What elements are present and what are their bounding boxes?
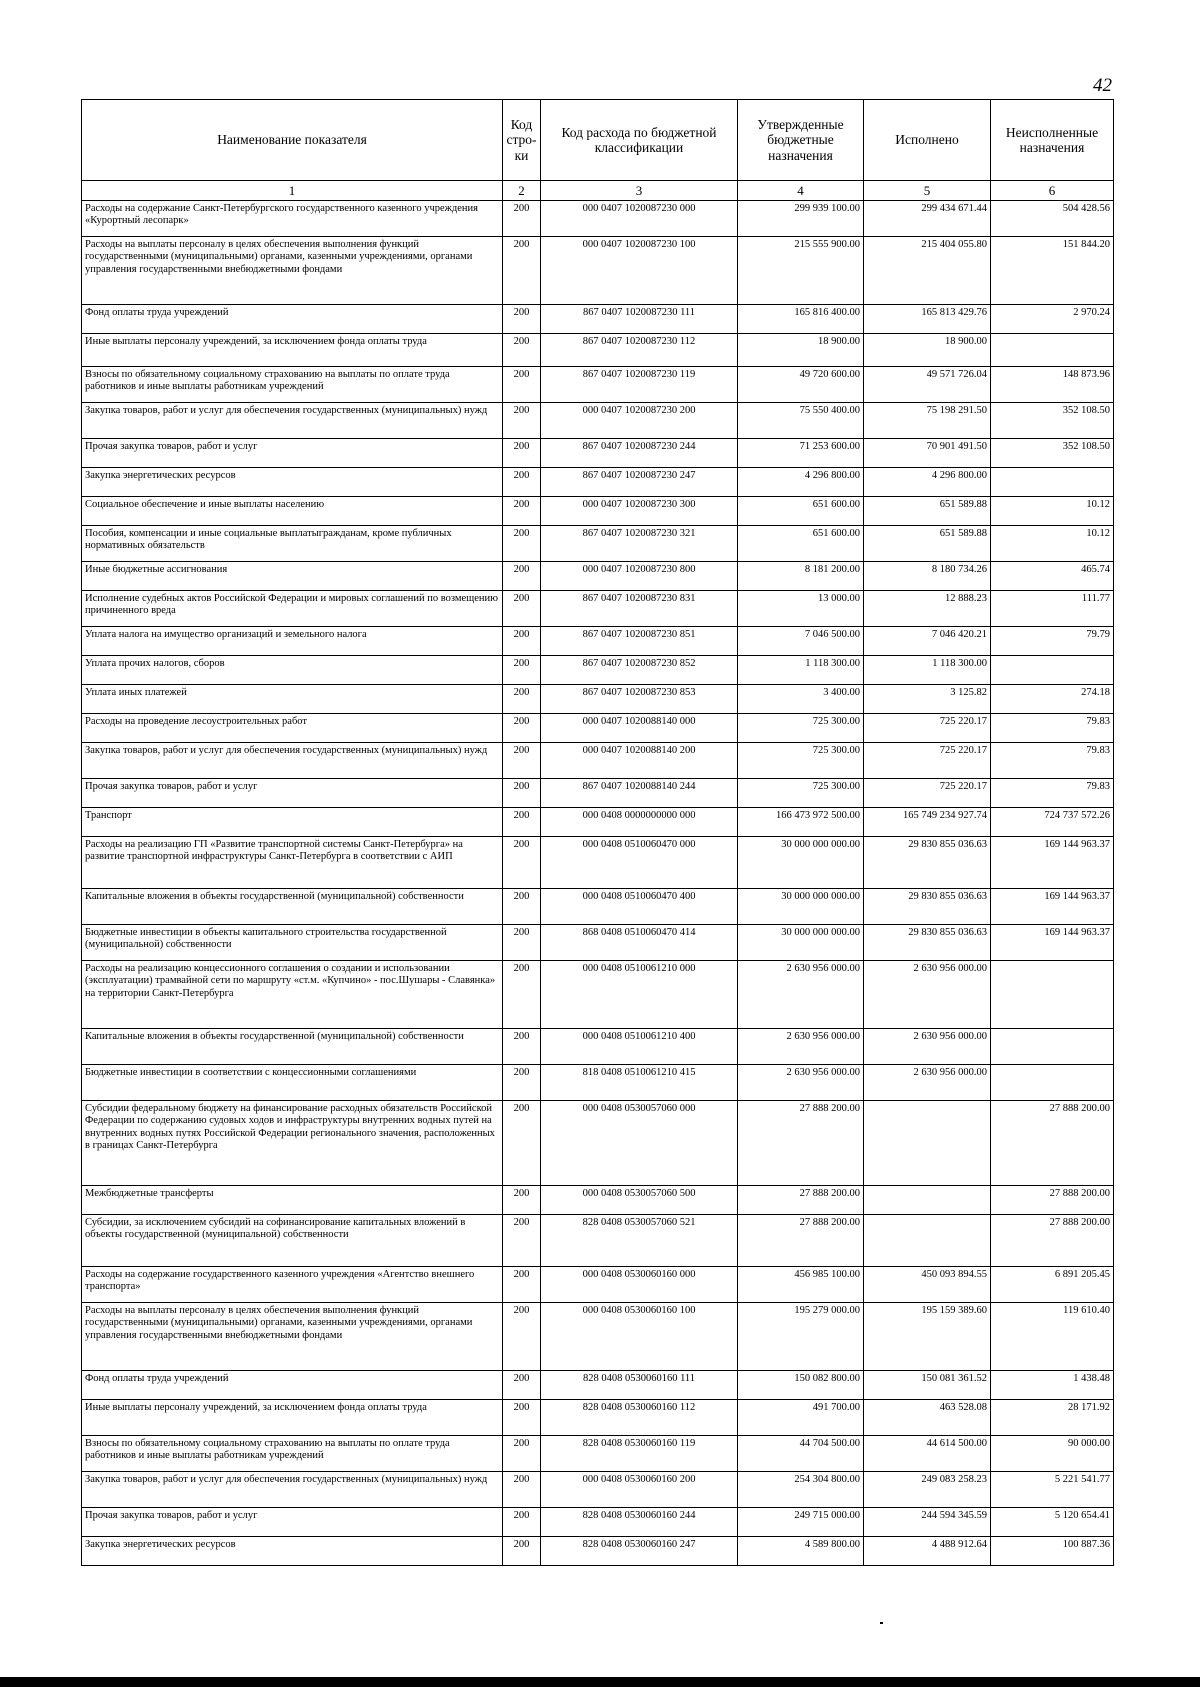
- row-indicator-name: Фонд оплаты труда учреждений: [82, 1371, 503, 1400]
- row-approved-amount: 165 816 400.00: [738, 305, 864, 334]
- row-indicator-name: Закупка товаров, работ и услуг для обеспечения государственных (муниципальных) нужд: [82, 743, 503, 779]
- row-approved-amount: 30 000 000 000.00: [738, 889, 864, 925]
- table-row: [82, 1186, 1114, 1215]
- row-executed-amount: 165 749 234 927.74: [864, 808, 991, 837]
- row-remaining-amount: 504 428.56: [991, 201, 1114, 237]
- row-remaining-amount: 90 000.00: [991, 1436, 1114, 1472]
- row-remaining-amount: 352 108.50: [991, 439, 1114, 468]
- table-row: [82, 237, 1114, 305]
- row-indicator-name: Уплата налога на имущество организаций и земельного налога: [82, 627, 503, 656]
- row-line-code: 200: [503, 367, 541, 403]
- row-line-code: 200: [503, 961, 541, 1029]
- row-classification-code: 000 0407 1020088140 000: [541, 714, 738, 743]
- row-remaining-amount: 79.83: [991, 779, 1114, 808]
- row-line-code: 200: [503, 1029, 541, 1065]
- row-classification-code: 867 0407 1020087230 111: [541, 305, 738, 334]
- table-row: [82, 468, 1114, 497]
- row-indicator-name: Исполнение судебных актов Российской Федерации и мировых соглашений по возмещению причиненного вреда: [82, 591, 503, 627]
- row-line-code: 200: [503, 808, 541, 837]
- row-approved-amount: 254 304 800.00: [738, 1472, 864, 1508]
- row-remaining-amount: 1 438.48: [991, 1371, 1114, 1400]
- header-remaining: Неисполненные назначения: [991, 100, 1114, 181]
- row-line-code: 200: [503, 1101, 541, 1186]
- row-classification-code: 000 0408 0510061210 400: [541, 1029, 738, 1065]
- row-executed-amount: 29 830 855 036.63: [864, 889, 991, 925]
- row-approved-amount: 4 589 800.00: [738, 1537, 864, 1566]
- row-remaining-amount: 27 888 200.00: [991, 1101, 1114, 1186]
- row-approved-amount: 651 600.00: [738, 526, 864, 562]
- row-executed-amount: 7 046 420.21: [864, 627, 991, 656]
- budget-execution-table: [81, 99, 1114, 1566]
- row-remaining-amount: 274.18: [991, 685, 1114, 714]
- row-executed-amount: 70 901 491.50: [864, 439, 991, 468]
- row-remaining-amount: 148 873.96: [991, 367, 1114, 403]
- table-row: [82, 1436, 1114, 1472]
- row-executed-amount: 4 488 912.64: [864, 1537, 991, 1566]
- row-indicator-name: Иные бюджетные ассигнования: [82, 562, 503, 591]
- row-approved-amount: 2 630 956 000.00: [738, 961, 864, 1029]
- row-approved-amount: 71 253 600.00: [738, 439, 864, 468]
- row-remaining-amount: 151 844.20: [991, 237, 1114, 305]
- table-row: [82, 497, 1114, 526]
- row-executed-amount: 215 404 055.80: [864, 237, 991, 305]
- row-line-code: 200: [503, 1303, 541, 1371]
- table-row: [82, 1029, 1114, 1065]
- row-classification-code: 000 0408 0510060470 000: [541, 837, 738, 889]
- row-executed-amount: 450 093 894.55: [864, 1267, 991, 1303]
- row-approved-amount: 2 630 956 000.00: [738, 1029, 864, 1065]
- row-remaining-amount: 352 108.50: [991, 403, 1114, 439]
- row-classification-code: 818 0408 0510061210 415: [541, 1065, 738, 1101]
- row-indicator-name: Социальное обеспечение и иные выплаты населению: [82, 497, 503, 526]
- row-classification-code: 828 0408 0530057060 521: [541, 1215, 738, 1267]
- row-approved-amount: 75 550 400.00: [738, 403, 864, 439]
- row-classification-code: 000 0407 1020087230 800: [541, 562, 738, 591]
- table-row: [82, 403, 1114, 439]
- row-remaining-amount: 2 970.24: [991, 305, 1114, 334]
- row-remaining-amount: [991, 1065, 1114, 1101]
- row-line-code: 200: [503, 743, 541, 779]
- table-row: [82, 1065, 1114, 1101]
- row-approved-amount: 13 000.00: [738, 591, 864, 627]
- row-classification-code: 000 0408 0530057060 500: [541, 1186, 738, 1215]
- row-indicator-name: Субсидии федеральному бюджету на финансирование расходных обязательств Российской Федерации по содержанию судовых ходов и инфраструктуры внутренних водных путей на внутренних водных путях Российской Федерации регионального значения, расположенных в границах Санкт-Петербурга: [82, 1101, 503, 1186]
- row-approved-amount: 30 000 000 000.00: [738, 925, 864, 961]
- row-line-code: 200: [503, 439, 541, 468]
- column-number-row: [82, 181, 1114, 201]
- row-indicator-name: Расходы на выплаты персоналу в целях обеспечения выполнения функций государственными (муниципальными) органами, казенными учреждениями, органами управления государственными внебюджетными фондами: [82, 237, 503, 305]
- row-indicator-name: Расходы на проведение лесоустроительных работ: [82, 714, 503, 743]
- row-approved-amount: 2 630 956 000.00: [738, 1065, 864, 1101]
- row-remaining-amount: 5 221 541.77: [991, 1472, 1114, 1508]
- row-approved-amount: 27 888 200.00: [738, 1215, 864, 1267]
- row-line-code: 200: [503, 656, 541, 685]
- row-executed-amount: 4 296 800.00: [864, 468, 991, 497]
- row-approved-amount: 725 300.00: [738, 779, 864, 808]
- row-line-code: 200: [503, 1065, 541, 1101]
- row-indicator-name: Субсидии, за исключением субсидий на софинансирование капитальных вложений в объекты государственной (муниципальной) собственности: [82, 1215, 503, 1267]
- row-executed-amount: 44 614 500.00: [864, 1436, 991, 1472]
- row-executed-amount: 49 571 726.04: [864, 367, 991, 403]
- row-remaining-amount: 169 144 963.37: [991, 925, 1114, 961]
- row-approved-amount: 215 555 900.00: [738, 237, 864, 305]
- row-classification-code: 867 0407 1020087230 321: [541, 526, 738, 562]
- row-line-code: 200: [503, 305, 541, 334]
- row-classification-code: 828 0408 0530060160 119: [541, 1436, 738, 1472]
- row-executed-amount: 2 630 956 000.00: [864, 1029, 991, 1065]
- table-row: [82, 1472, 1114, 1508]
- row-line-code: 200: [503, 1215, 541, 1267]
- row-line-code: 200: [503, 526, 541, 562]
- row-approved-amount: 18 900.00: [738, 334, 864, 367]
- table-row: [82, 305, 1114, 334]
- row-classification-code: 867 0407 1020088140 244: [541, 779, 738, 808]
- row-executed-amount: [864, 1186, 991, 1215]
- column-number: 1: [82, 181, 503, 201]
- row-indicator-name: Закупка энергетических ресурсов: [82, 468, 503, 497]
- row-line-code: 200: [503, 591, 541, 627]
- row-classification-code: 867 0407 1020087230 112: [541, 334, 738, 367]
- table-row: [82, 889, 1114, 925]
- row-line-code: 200: [503, 468, 541, 497]
- table-row: [82, 439, 1114, 468]
- row-indicator-name: Уплата иных платежей: [82, 685, 503, 714]
- row-indicator-name: Взносы по обязательному социальному страхованию на выплаты по оплате труда работников и иные выплаты работникам учреждений: [82, 367, 503, 403]
- row-classification-code: 000 0407 1020087230 100: [541, 237, 738, 305]
- row-remaining-amount: 79.79: [991, 627, 1114, 656]
- row-approved-amount: 195 279 000.00: [738, 1303, 864, 1371]
- row-executed-amount: 29 830 855 036.63: [864, 837, 991, 889]
- row-indicator-name: Уплата прочих налогов, сборов: [82, 656, 503, 685]
- row-executed-amount: [864, 1101, 991, 1186]
- row-classification-code: 000 0408 0530057060 000: [541, 1101, 738, 1186]
- row-indicator-name: Закупка энергетических ресурсов: [82, 1537, 503, 1566]
- row-executed-amount: 725 220.17: [864, 779, 991, 808]
- page-number: 42: [1093, 75, 1112, 96]
- table-row: [82, 1101, 1114, 1186]
- row-line-code: 200: [503, 714, 541, 743]
- row-executed-amount: 2 630 956 000.00: [864, 1065, 991, 1101]
- row-classification-code: 000 0407 1020087230 000: [541, 201, 738, 237]
- row-indicator-name: Капитальные вложения в объекты государственной (муниципальной) собственности: [82, 889, 503, 925]
- row-classification-code: 867 0407 1020087230 119: [541, 367, 738, 403]
- row-approved-amount: 27 888 200.00: [738, 1101, 864, 1186]
- table-row: [82, 562, 1114, 591]
- row-classification-code: 828 0408 0530060160 247: [541, 1537, 738, 1566]
- row-classification-code: 867 0407 1020087230 851: [541, 627, 738, 656]
- row-executed-amount: 3 125.82: [864, 685, 991, 714]
- row-classification-code: 000 0407 1020087230 200: [541, 403, 738, 439]
- row-approved-amount: 30 000 000 000.00: [738, 837, 864, 889]
- row-classification-code: 867 0407 1020087230 831: [541, 591, 738, 627]
- row-remaining-amount: 10.12: [991, 497, 1114, 526]
- row-approved-amount: 7 046 500.00: [738, 627, 864, 656]
- row-line-code: 200: [503, 562, 541, 591]
- row-executed-amount: 249 083 258.23: [864, 1472, 991, 1508]
- row-approved-amount: 44 704 500.00: [738, 1436, 864, 1472]
- row-remaining-amount: 79.83: [991, 743, 1114, 779]
- row-line-code: 200: [503, 1267, 541, 1303]
- row-executed-amount: 165 813 429.76: [864, 305, 991, 334]
- row-executed-amount: 299 434 671.44: [864, 201, 991, 237]
- scan-speck: [880, 1622, 883, 1624]
- row-line-code: 200: [503, 403, 541, 439]
- row-remaining-amount: 79.83: [991, 714, 1114, 743]
- row-executed-amount: 2 630 956 000.00: [864, 961, 991, 1029]
- row-line-code: 200: [503, 201, 541, 237]
- row-executed-amount: 75 198 291.50: [864, 403, 991, 439]
- row-executed-amount: 725 220.17: [864, 743, 991, 779]
- row-executed-amount: 651 589.88: [864, 526, 991, 562]
- table-row: [82, 656, 1114, 685]
- row-executed-amount: 651 589.88: [864, 497, 991, 526]
- row-indicator-name: Прочая закупка товаров, работ и услуг: [82, 779, 503, 808]
- row-line-code: 200: [503, 237, 541, 305]
- row-line-code: 200: [503, 779, 541, 808]
- row-line-code: 200: [503, 1508, 541, 1537]
- column-number: 5: [864, 181, 991, 201]
- row-line-code: 200: [503, 685, 541, 714]
- row-remaining-amount: [991, 961, 1114, 1029]
- row-approved-amount: 8 181 200.00: [738, 562, 864, 591]
- table-row: [82, 627, 1114, 656]
- row-indicator-name: Расходы на содержание Санкт-Петербургского государственного казенного учреждения «Курортный лесопарк»: [82, 201, 503, 237]
- table-row: [82, 334, 1114, 367]
- table-body: [82, 201, 1114, 1566]
- row-approved-amount: 166 473 972 500.00: [738, 808, 864, 837]
- row-indicator-name: Взносы по обязательному социальному страхованию на выплаты по оплате труда работников и иные выплаты работникам учреждений: [82, 1436, 503, 1472]
- row-line-code: 200: [503, 837, 541, 889]
- row-indicator-name: Фонд оплаты труда учреждений: [82, 305, 503, 334]
- row-remaining-amount: 27 888 200.00: [991, 1186, 1114, 1215]
- row-indicator-name: Прочая закупка товаров, работ и услуг: [82, 1508, 503, 1537]
- row-remaining-amount: 169 144 963.37: [991, 837, 1114, 889]
- row-classification-code: 828 0408 0530060160 111: [541, 1371, 738, 1400]
- row-executed-amount: 195 159 389.60: [864, 1303, 991, 1371]
- row-line-code: 200: [503, 1371, 541, 1400]
- header-executed: Исполнено: [864, 100, 991, 181]
- row-classification-code: 000 0408 0530060160 100: [541, 1303, 738, 1371]
- row-classification-code: 828 0408 0530060160 244: [541, 1508, 738, 1537]
- row-line-code: 200: [503, 627, 541, 656]
- row-indicator-name: Бюджетные инвестиции в объекты капитального строительства государственной (муниципальной) собственности: [82, 925, 503, 961]
- column-number: 2: [503, 181, 541, 201]
- row-indicator-name: Межбюджетные трансферты: [82, 1186, 503, 1215]
- row-classification-code: 000 0408 0510060470 400: [541, 889, 738, 925]
- row-executed-amount: 1 118 300.00: [864, 656, 991, 685]
- header-approved: Утвержденные бюджетные назначения: [738, 100, 864, 181]
- column-number: 4: [738, 181, 864, 201]
- row-executed-amount: 18 900.00: [864, 334, 991, 367]
- row-executed-amount: 12 888.23: [864, 591, 991, 627]
- row-executed-amount: [864, 1215, 991, 1267]
- row-executed-amount: 244 594 345.59: [864, 1508, 991, 1537]
- table-row: [82, 1267, 1114, 1303]
- row-remaining-amount: [991, 468, 1114, 497]
- row-remaining-amount: 5 120 654.41: [991, 1508, 1114, 1537]
- row-classification-code: 000 0407 1020088140 200: [541, 743, 738, 779]
- row-line-code: 200: [503, 925, 541, 961]
- row-approved-amount: 725 300.00: [738, 714, 864, 743]
- row-remaining-amount: 10.12: [991, 526, 1114, 562]
- row-indicator-name: Расходы на выплаты персоналу в целях обеспечения выполнения функций государственными (муниципальными) органами, казенными учреждениями, органами управления государственными внебюджетными фондами: [82, 1303, 503, 1371]
- row-classification-code: 000 0408 0530060160 200: [541, 1472, 738, 1508]
- row-indicator-name: Капитальные вложения в объекты государственной (муниципальной) собственности: [82, 1029, 503, 1065]
- table-row: [82, 1400, 1114, 1436]
- row-remaining-amount: 169 144 963.37: [991, 889, 1114, 925]
- row-remaining-amount: 724 737 572.26: [991, 808, 1114, 837]
- row-classification-code: 867 0407 1020087230 244: [541, 439, 738, 468]
- row-line-code: 200: [503, 1186, 541, 1215]
- row-line-code: 200: [503, 889, 541, 925]
- column-number: 3: [541, 181, 738, 201]
- row-indicator-name: Иные выплаты персоналу учреждений, за исключением фонда оплаты труда: [82, 1400, 503, 1436]
- table-row: [82, 1508, 1114, 1537]
- table-row: [82, 779, 1114, 808]
- row-remaining-amount: 100 887.36: [991, 1537, 1114, 1566]
- row-line-code: 200: [503, 1537, 541, 1566]
- row-executed-amount: 150 081 361.52: [864, 1371, 991, 1400]
- table-row: [82, 808, 1114, 837]
- row-approved-amount: 1 118 300.00: [738, 656, 864, 685]
- header-indicator-name: Наименование показателя: [82, 100, 503, 181]
- row-line-code: 200: [503, 497, 541, 526]
- table-row: [82, 743, 1114, 779]
- table-row: [82, 591, 1114, 627]
- table-row: [82, 1215, 1114, 1267]
- row-remaining-amount: [991, 1029, 1114, 1065]
- row-indicator-name: Расходы на реализацию ГП «Развитие транспортной системы Санкт-Петербурга» на развитие транспортной инфраструктуры Санкт-Петербурга в соответствии с АИП: [82, 837, 503, 889]
- row-approved-amount: 4 296 800.00: [738, 468, 864, 497]
- row-line-code: 200: [503, 1436, 541, 1472]
- row-remaining-amount: [991, 334, 1114, 367]
- row-indicator-name: Бюджетные инвестиции в соответствии с концессионными соглашениями: [82, 1065, 503, 1101]
- table-row: [82, 1303, 1114, 1371]
- row-remaining-amount: 27 888 200.00: [991, 1215, 1114, 1267]
- row-approved-amount: 651 600.00: [738, 497, 864, 526]
- row-executed-amount: 8 180 734.26: [864, 562, 991, 591]
- row-executed-amount: 725 220.17: [864, 714, 991, 743]
- row-remaining-amount: 119 610.40: [991, 1303, 1114, 1371]
- row-remaining-amount: 6 891 205.45: [991, 1267, 1114, 1303]
- table-row: [82, 685, 1114, 714]
- row-classification-code: 000 0408 0530060160 000: [541, 1267, 738, 1303]
- row-approved-amount: 49 720 600.00: [738, 367, 864, 403]
- row-classification-code: 000 0407 1020087230 300: [541, 497, 738, 526]
- row-remaining-amount: 28 171.92: [991, 1400, 1114, 1436]
- row-line-code: 200: [503, 1472, 541, 1508]
- row-classification-code: 828 0408 0530060160 112: [541, 1400, 738, 1436]
- row-executed-amount: 463 528.08: [864, 1400, 991, 1436]
- row-indicator-name: Закупка товаров, работ и услуг для обеспечения государственных (муниципальных) нужд: [82, 403, 503, 439]
- header-classification-code: Код расхода по бюджетной классификации: [541, 100, 738, 181]
- row-approved-amount: 299 939 100.00: [738, 201, 864, 237]
- row-classification-code: 868 0408 0510060470 414: [541, 925, 738, 961]
- table-row: [82, 1371, 1114, 1400]
- row-indicator-name: Закупка товаров, работ и услуг для обеспечения государственных (муниципальных) нужд: [82, 1472, 503, 1508]
- row-remaining-amount: 465.74: [991, 562, 1114, 591]
- row-indicator-name: Прочая закупка товаров, работ и услуг: [82, 439, 503, 468]
- row-approved-amount: 150 082 800.00: [738, 1371, 864, 1400]
- row-line-code: 200: [503, 1400, 541, 1436]
- row-classification-code: 000 0408 0000000000 000: [541, 808, 738, 837]
- row-indicator-name: Пособия, компенсации и иные социальные выплатыгражданам, кроме публичных нормативных обязательств: [82, 526, 503, 562]
- row-approved-amount: 491 700.00: [738, 1400, 864, 1436]
- header-row: [82, 100, 1114, 181]
- scan-border: [0, 1677, 1200, 1687]
- row-indicator-name: Иные выплаты персоналу учреждений, за исключением фонда оплаты труда: [82, 334, 503, 367]
- column-number: 6: [991, 181, 1114, 201]
- row-line-code: 200: [503, 334, 541, 367]
- row-approved-amount: 3 400.00: [738, 685, 864, 714]
- table-row: [82, 837, 1114, 889]
- row-approved-amount: 27 888 200.00: [738, 1186, 864, 1215]
- row-classification-code: 867 0407 1020087230 852: [541, 656, 738, 685]
- table-row: [82, 201, 1114, 237]
- row-indicator-name: Расходы на реализацию концессионного соглашения о создании и использовании (эксплуатации) трамвайной сети по маршруту «ст.м. «Купчино» - пос.Шушары - Славянка» на территории Санкт-Петербурга: [82, 961, 503, 1029]
- row-approved-amount: 456 985 100.00: [738, 1267, 864, 1303]
- table-row: [82, 1537, 1114, 1566]
- row-classification-code: 867 0407 1020087230 247: [541, 468, 738, 497]
- table-row: [82, 714, 1114, 743]
- row-indicator-name: Расходы на содержание государственного казенного учреждения «Агентство внешнего транспорта»: [82, 1267, 503, 1303]
- table-row: [82, 526, 1114, 562]
- row-approved-amount: 249 715 000.00: [738, 1508, 864, 1537]
- table-row: [82, 961, 1114, 1029]
- row-classification-code: 000 0408 0510061210 000: [541, 961, 738, 1029]
- row-classification-code: 867 0407 1020087230 853: [541, 685, 738, 714]
- header-line-code: Код стро-ки: [503, 100, 541, 181]
- row-remaining-amount: [991, 656, 1114, 685]
- row-remaining-amount: 111.77: [991, 591, 1114, 627]
- table-row: [82, 367, 1114, 403]
- row-approved-amount: 725 300.00: [738, 743, 864, 779]
- row-executed-amount: 29 830 855 036.63: [864, 925, 991, 961]
- row-indicator-name: Транспорт: [82, 808, 503, 837]
- table-row: [82, 925, 1114, 961]
